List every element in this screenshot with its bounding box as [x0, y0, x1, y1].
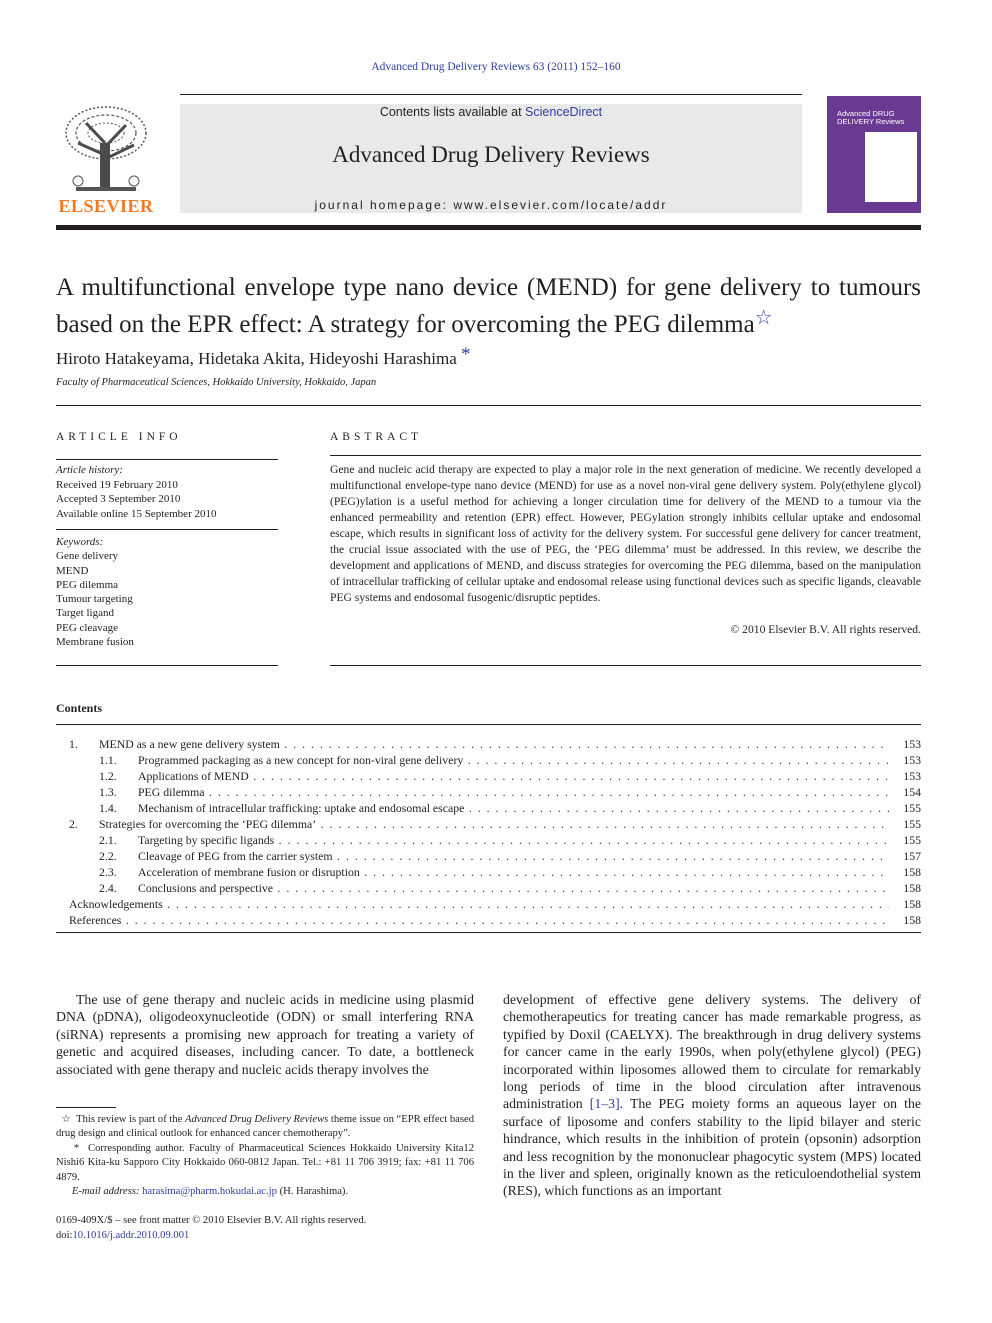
- toc-entry-label: Targeting by specific ligands . . .: [138, 832, 889, 848]
- contents-rule: [56, 724, 921, 725]
- toc-entry-number: 1.: [69, 737, 78, 751]
- toc-entry-number: 2.3.: [99, 865, 117, 879]
- corresponding-author-mark[interactable]: *: [461, 344, 471, 365]
- toc-entry-number: 1.2.: [99, 769, 117, 783]
- toc-entry-label: Applications of MEND . . .: [138, 768, 889, 784]
- article-history: [56, 463, 278, 521]
- abstract-heading: ABSTRACT: [330, 431, 423, 443]
- footnote-star-prefix: This review is part of the: [76, 1114, 185, 1125]
- abstract-rule: [330, 455, 921, 456]
- journal-name: Advanced Drug Delivery Reviews: [332, 142, 650, 167]
- toc-entry-page: 153: [903, 769, 921, 783]
- toc-entry-page: 158: [903, 881, 921, 895]
- toc-entry-label: MEND as a new gene delivery system . . .: [99, 736, 889, 752]
- toc-entry[interactable]: [56, 880, 921, 896]
- body-text-left-column: The use of gene therapy and nucleic acids in medicine using plasmid DNA (pDNA), oligodeoxynucleotide (ODN) or small interfering RNA (siRNA) represents a promising new approach for treating a variety of genetic and acquired diseases, including cancer. To date, a bottleneck associated with gene therapy and nucleic acids therapy involves the: [56, 992, 474, 1077]
- toc-entry-page: 158: [903, 913, 921, 927]
- keyword: MEND: [56, 564, 89, 577]
- toc-entry-label: PEG dilemma . . .: [138, 784, 889, 800]
- keyword: Tumour targeting: [56, 593, 133, 606]
- footnote-star-mark: ☆: [61, 1114, 71, 1125]
- footnote-corr-text: Corresponding author. Faculty of Pharmaceutical Sciences Hokkaido University Kita12 Nishi6 Kita-ku Sapporo City Hokkaido 060-0812 Japan. Tel.: +81 11 706 3919; fax: +81 11 706 4879.: [56, 1142, 475, 1183]
- header-rule-bottom: [56, 225, 921, 230]
- title-footnote-mark[interactable]: ☆: [754, 307, 773, 329]
- footnote-theme-issue: [56, 1113, 474, 1142]
- toc-entry-page: 158: [903, 865, 921, 879]
- body-right-text-2: . The PEG moiety forms an aqueous layer on the surface of liposome and confers stability to the lipid bilayer and steric hindrance, which results in the inhibition of protein (opsonin) adsorption and less recognition by the mononuclear phagocytic system (MPS) located in the liver and spleen, originally known as the reticuloendothelial system (RES), which functions as an important: [503, 1096, 921, 1199]
- footnote-journal-name: Advanced Drug Delivery Reviews: [185, 1114, 329, 1125]
- contents-prefix: Contents lists available at: [379, 105, 526, 119]
- toc-entry[interactable]: [56, 816, 921, 832]
- abstract-copyright: © 2010 Elsevier B.V. All rights reserved.: [730, 623, 921, 636]
- article-title: [56, 273, 921, 340]
- toc-entry[interactable]: [56, 912, 921, 928]
- toc-entry-number: 1.4.: [99, 801, 117, 815]
- cover-title: Advanced DRUG DELIVERY Reviews: [837, 109, 905, 126]
- keyword: PEG cleavage: [56, 621, 118, 634]
- footnote-corresponding-author: [56, 1142, 474, 1185]
- history-online: Available online 15 September 2010: [56, 507, 217, 520]
- toc-entry[interactable]: [56, 800, 921, 816]
- footnotes: [56, 1113, 474, 1199]
- header-rule-top: [180, 94, 802, 95]
- toc-entry-label: Strategies for overcoming the ‘PEG dilemma’ . . .: [99, 816, 889, 832]
- keyword: Membrane fusion: [56, 636, 134, 649]
- toc-entry-page: 155: [903, 801, 921, 815]
- footnote-email: [56, 1185, 474, 1199]
- toc-entry-page: 157: [903, 849, 921, 863]
- keywords: [56, 535, 278, 649]
- toc-entry[interactable]: [56, 784, 921, 800]
- issn-line: 0169-409X/$ – see front matter © 2010 Elsevier B.V. All rights reserved.: [56, 1215, 367, 1226]
- toc-entry-page: 155: [903, 833, 921, 847]
- history-accepted: Accepted 3 September 2010: [56, 493, 181, 505]
- reference-link[interactable]: [1–3]: [589, 1096, 620, 1112]
- toc-entry-page: 154: [903, 785, 921, 799]
- body-right-text-1: development of effective gene delivery systems. The delivery of chemotherapeutics for treating cancer has made remarkable progress, as typified by Doxil (CAELYX). The breakthrough in drug delivery systems for cancer came in the early 1990s, when poly(ethylene glycol) (PEG) incorporated within liposomes allowed them to circulate for remarkably long periods of time in the blood circulation after intravenous administration: [503, 992, 921, 1112]
- toc-entry[interactable]: [56, 848, 921, 864]
- journal-homepage[interactable]: journal homepage: www.elsevier.com/locate/addr: [314, 198, 668, 212]
- toc-entry-number: 2.2.: [99, 849, 117, 863]
- toc-entry-page: 153: [903, 753, 921, 767]
- toc-entry[interactable]: [56, 768, 921, 784]
- keyword: Gene delivery: [56, 550, 118, 563]
- cover-white-panel: [865, 132, 917, 202]
- article-info-bottom-rule: [56, 665, 278, 666]
- article-info-rule: [56, 459, 278, 460]
- toc-entry[interactable]: [56, 896, 921, 912]
- article-info-heading: ARTICLE INFO: [56, 431, 182, 443]
- toc-entry-page: 158: [903, 897, 921, 911]
- doi-link[interactable]: 10.1016/j.addr.2010.09.001: [72, 1229, 190, 1241]
- toc-entry-label: Mechanism of intracellular trafficking: uptake and endosomal escape . . .: [138, 800, 889, 816]
- author-list: [56, 344, 471, 369]
- author-email-link[interactable]: harasima@pharm.hokudai.ac.jp: [142, 1186, 277, 1198]
- journal-citation[interactable]: Advanced Drug Delivery Reviews 63 (2011) 152–160: [371, 61, 621, 73]
- footnote-corr-mark: *: [73, 1142, 80, 1154]
- toc-entry-label: Cleavage of PEG from the carrier system . . .: [138, 848, 889, 864]
- page-footer: [56, 1214, 474, 1243]
- footnote-star-suffix: theme issue on “EPR effect based drug design and clinical outlook for enhanced cancer chemotherapy”.: [56, 1114, 475, 1140]
- toc-entry-label: References . . .: [69, 912, 889, 928]
- toc-entry-number: 1.3.: [99, 785, 117, 799]
- abstract-text: Gene and nucleic acid therapy are expected to play a major role in the next generation of medicine. We recently developed a multifunctional envelope-type nano device (MEND) for use as a novel non-viral gene delivery system. Poly(ethylene glycol) (PEG)ylation is a useful method for achieving a longer circulation time for delivery of the MEND to a tumour via the enhanced permeability and retention (EPR) effect. However, PEGylation strongly inhibits cellular uptake and endosomal escape, which results in significant loss of activity for the delivery system. For successful gene delivery for cancer treatment, the crucial issue associated with the use of PEG, the ‘PEG dilemma’ must be addressed. In this review, we describe the development and applications of MEND, and discuss strategies for overcoming the PEG dilemma, based on the manipulation of intracellular trafficking of cellular uptake and endosomal release using functional devices such as specific ligands, cleavable PEG systems and endosomal fusogenic/disruptic peptides.: [330, 463, 921, 604]
- keywords-label: Keywords:: [56, 536, 104, 548]
- abstract-bottom-rule: [330, 665, 921, 666]
- email-label: E-mail address:: [71, 1186, 140, 1198]
- toc-entry-number: 2.4.: [99, 881, 117, 895]
- footnote-rule: [56, 1107, 116, 1108]
- toc-entry-label: Conclusions and perspective . . .: [138, 880, 889, 896]
- history-label: Article history:: [56, 464, 123, 476]
- toc-entry-page: 155: [903, 817, 921, 831]
- email-suffix: (H. Harashima).: [279, 1186, 349, 1198]
- elsevier-wordmark: ELSEVIER: [58, 196, 154, 216]
- toc-entry-number: 2.: [69, 817, 78, 831]
- toc-entry-label: Acceleration of membrane fusion or disruption . . .: [138, 864, 889, 880]
- toc-entry-label: Acknowledgements . . .: [69, 896, 889, 912]
- body-text-right-column: [503, 991, 921, 1200]
- contents-heading: Contents: [56, 701, 103, 715]
- toc-entry[interactable]: [56, 736, 921, 752]
- sciencedirect-link[interactable]: ScienceDirect: [525, 105, 603, 119]
- affiliation: Faculty of Pharmaceutical Sciences, Hokkaido University, Hokkaido, Japan: [56, 377, 377, 388]
- toc-entry[interactable]: [56, 832, 921, 848]
- article-title-text: A multifunctional envelope type nano device (MEND) for gene delivery to tumours based on the EPR effect: A strategy for overcoming the PEG dilemma: [56, 274, 921, 338]
- keyword: PEG dilemma: [56, 578, 119, 591]
- authors-text: Hiroto Hatakeyama, Hidetaka Akita, Hideyoshi Harashima: [56, 349, 457, 368]
- journal-cover-thumbnail: [827, 96, 921, 213]
- toc-entry-label: Programmed packaging as a new concept for non-viral gene delivery . . .: [138, 752, 889, 768]
- title-rule: [56, 405, 921, 406]
- contents-bottom-rule: [56, 932, 921, 933]
- toc-entry-page: 153: [903, 737, 921, 751]
- toc-entry-number: 1.1.: [99, 753, 117, 767]
- toc-entry[interactable]: [56, 752, 921, 768]
- contents-available-line: [180, 105, 802, 119]
- doi-prefix: doi:: [56, 1229, 73, 1241]
- doi-line: [56, 1229, 474, 1244]
- keywords-rule: [56, 529, 278, 530]
- history-received: Received 19 February 2010: [56, 478, 178, 491]
- toc-entry[interactable]: [56, 864, 921, 880]
- toc-entry-number: 2.1.: [99, 833, 117, 847]
- keyword: Target ligand: [56, 607, 114, 620]
